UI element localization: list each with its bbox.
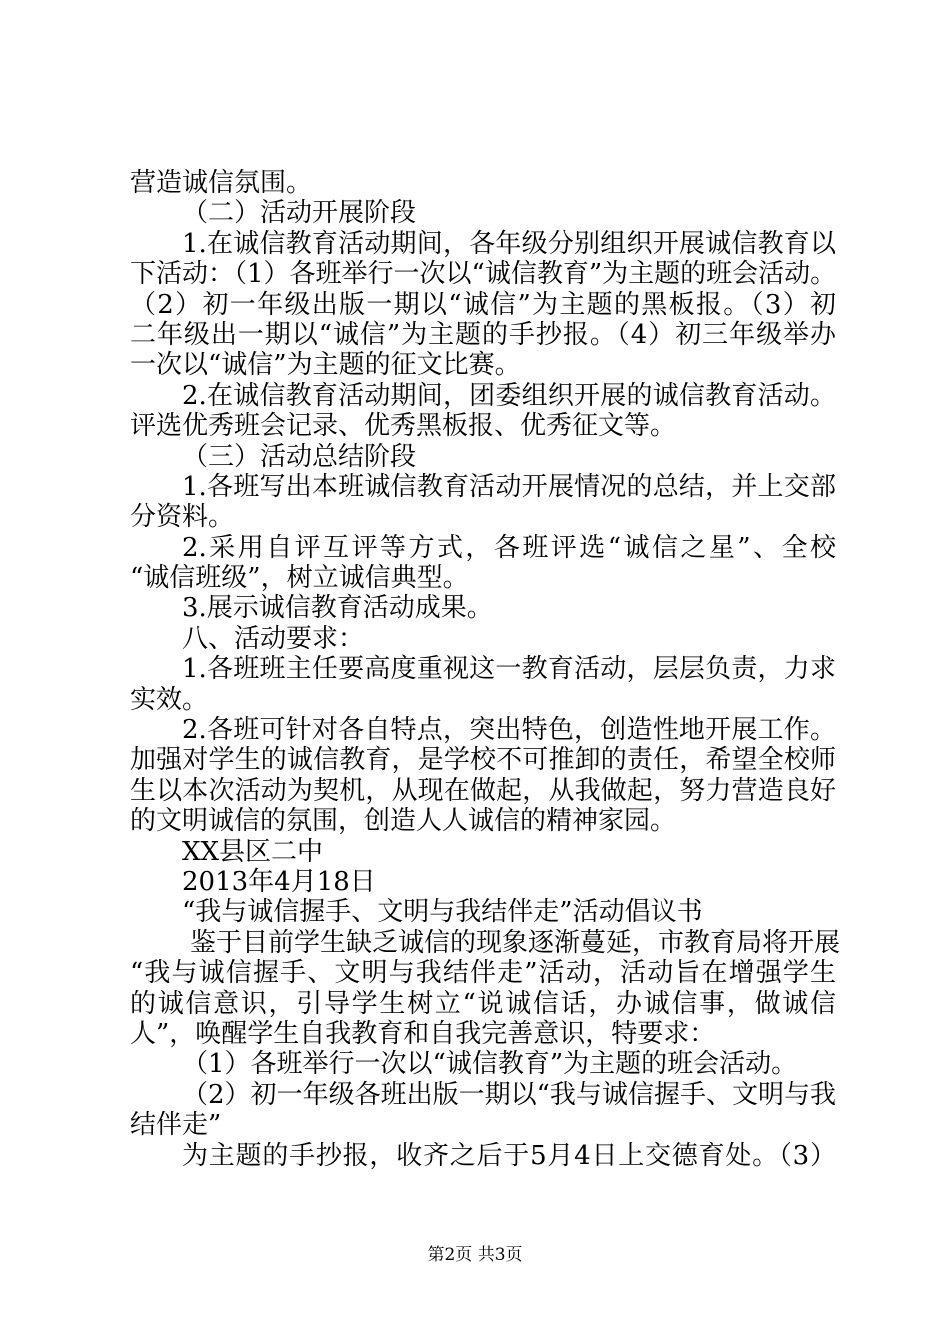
text-line: 结伴走” bbox=[130, 1110, 222, 1141]
text-line: 2.各班可针对各自特点，突出特色，创造性地开展工作。 bbox=[182, 715, 836, 746]
section-heading: （二）活动开展阶段 bbox=[182, 198, 417, 229]
text-line: 的诚信意识，引导学生树立“说诚信话，办诚信事，做诚信 bbox=[130, 988, 836, 1019]
page-number-footer: 第2页 共3页 bbox=[427, 1245, 523, 1265]
text-line: 评选优秀班会记录、优秀黑板报、优秀征文等。 bbox=[130, 411, 677, 442]
signature-date: 2013年4月18日 bbox=[182, 866, 376, 897]
text-line: 生以本次活动为契机，从现在做起，从我做起，努力营造良好 bbox=[130, 775, 836, 806]
section-heading: 八、活动要求： bbox=[182, 623, 365, 654]
text-line: 加强对学生的诚信教育，是学校不可推卸的责任，希望全校师 bbox=[130, 745, 836, 776]
text-line: 下活动：（1）各班举行一次以“诚信教育”为主题的班会活动。 bbox=[130, 259, 837, 290]
text-line: 分资料。 bbox=[130, 502, 235, 533]
text-line: 实效。 bbox=[130, 684, 209, 715]
text-line: 3.展示诚信教育活动成果。 bbox=[182, 593, 493, 624]
text-line: 1.各班写出本班诚信教育活动开展情况的总结，并上交部 bbox=[182, 471, 836, 502]
text-line: 营造诚信氛围。 bbox=[130, 168, 313, 198]
text-line: 鉴于目前学生缺乏诚信的现象逐渐蔓延，市教育局将开展 bbox=[190, 927, 841, 958]
text-line: 人”，唤醒学生自我教育和自我完善意识，特要求： bbox=[130, 1018, 716, 1049]
text-line: （2）初一年级各班出版一期以“我与诚信握手、文明与我 bbox=[182, 1079, 836, 1110]
document-title: “我与诚信握手、文明与我结伴走”活动倡议书 bbox=[182, 897, 703, 928]
document-body bbox=[130, 168, 841, 1171]
signature-org: XX县区二中 bbox=[182, 836, 324, 867]
text-line: 的文明诚信的氛围，创造人人诚信的精神家园。 bbox=[130, 806, 677, 837]
text-line: 2.在诚信教育活动期间，团委组织开展的诚信教育活动。 bbox=[182, 380, 836, 411]
text-line: 2.采用自评互评等方式，各班评选“诚信之星”、全校 bbox=[182, 532, 836, 563]
text-line: （2）初一年级出版一期以“诚信”为主题的黑板报。（3）初 bbox=[130, 289, 836, 320]
section-heading: （三）活动总结阶段 bbox=[182, 441, 417, 472]
text-line: “我与诚信握手、文明与我结伴走”活动，活动旨在增强学生 bbox=[130, 958, 836, 989]
text-line: “诚信班级”，树立诚信典型。 bbox=[130, 563, 469, 594]
text-line: （1）各班举行一次以“诚信教育”为主题的班会活动。 bbox=[182, 1049, 798, 1080]
text-line: 1.各班班主任要高度重视这一教育活动，层层负责，力求 bbox=[182, 654, 836, 685]
text-line: 为主题的手抄报，收齐之后于5月4日上交德育处。（3） bbox=[182, 1140, 836, 1171]
text-line: 一次以“诚信”为主题的征文比赛。 bbox=[130, 350, 521, 381]
text-line: 1.在诚信教育活动期间，各年级分别组织开展诚信教育以 bbox=[182, 228, 836, 259]
text-line: 二年级出一期以“诚信”为主题的手抄报。（4）初三年级举办 bbox=[130, 319, 836, 350]
